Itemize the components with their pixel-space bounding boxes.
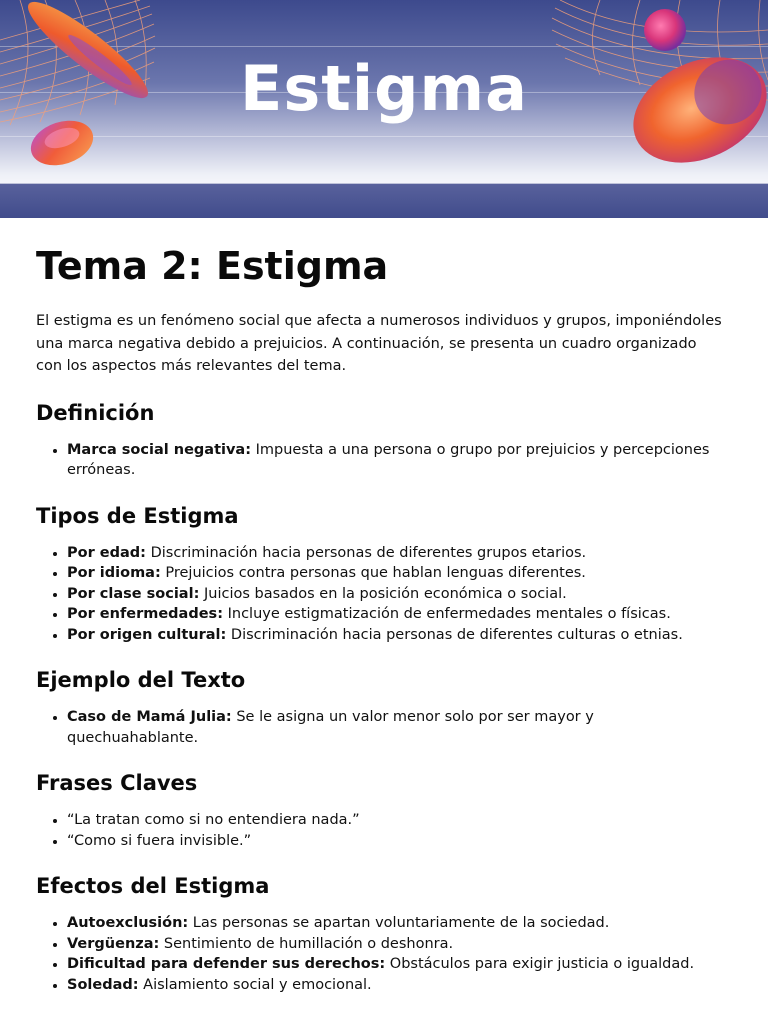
list-item-text: Impuesta a una persona o grupo por prejuicios y percepciones erróneas. bbox=[67, 441, 710, 478]
frases-list bbox=[36, 810, 726, 851]
sphere-right bbox=[644, 9, 686, 51]
list-item-text: “Como si fuera invisible.” bbox=[67, 832, 252, 849]
section-heading-ejemplo: Ejemplo del Texto bbox=[36, 668, 246, 692]
section-heading-efectos: Efectos del Estigma bbox=[36, 874, 270, 898]
list-item-text: Las personas se apartan voluntariamente de la sociedad. bbox=[188, 915, 610, 931]
list-item-term: Por enfermedades: bbox=[67, 606, 223, 622]
list-item-term: Dificultad para defender sus derechos: bbox=[67, 956, 386, 972]
intro-paragraph: El estigma es un fenómeno social que afecta a numerosos individuos y grupos, imponiéndoles una marca negativa debido a prejuicios. A continuación, se presenta un cuadro organizado con los aspectos más relevantes del tema. bbox=[36, 313, 722, 374]
definicion-list bbox=[36, 440, 726, 481]
list-item bbox=[67, 913, 726, 934]
banner-title: Estigma bbox=[240, 52, 528, 125]
list-item-text: Discriminación hacia personas de diferentes culturas o etnias. bbox=[226, 626, 683, 643]
header-banner bbox=[0, 0, 768, 218]
list-item bbox=[67, 563, 726, 584]
list-item-text: Discriminación hacia personas de diferentes grupos etarios. bbox=[145, 544, 587, 561]
list-item-term: Por edad: bbox=[67, 544, 146, 561]
list-item-text: Juicios basados en la posición económica o social. bbox=[199, 585, 567, 602]
list-item-text: Incluye estigmatización de enfermedades mentales o físicas. bbox=[223, 606, 671, 622]
list-item-term: Vergüenza: bbox=[67, 935, 160, 952]
list-item bbox=[67, 810, 726, 831]
list-item bbox=[67, 543, 726, 564]
list-item bbox=[67, 584, 726, 605]
list-item-term: Por clase social: bbox=[67, 585, 200, 602]
list-item-text: Sentimiento de humillación o deshonra. bbox=[159, 935, 454, 952]
tipos-list bbox=[36, 543, 726, 646]
section-heading-frases: Frases Claves bbox=[36, 771, 198, 795]
section-heading-tipos: Tipos de Estigma bbox=[36, 503, 239, 528]
list-item-term: Soledad: bbox=[67, 976, 139, 993]
list-item-text: Se le asigna un valor menor solo por ser mayor y quechuahablante. bbox=[67, 709, 594, 746]
section-heading-definicion: Definición bbox=[36, 400, 155, 425]
list-item bbox=[67, 954, 726, 975]
list-item bbox=[67, 975, 726, 996]
list-item-text: Prejuicios contra personas que hablan lenguas diferentes. bbox=[160, 565, 586, 581]
list-item-term: Marca social negativa: bbox=[67, 441, 252, 458]
list-item bbox=[67, 625, 726, 646]
list-item-term: Autoexclusión: bbox=[67, 915, 189, 931]
list-item bbox=[67, 707, 726, 748]
document-body bbox=[36, 240, 726, 995]
list-item-term: Por idioma: bbox=[67, 565, 161, 581]
list-item bbox=[67, 604, 726, 625]
list-item-text: Aislamiento social y emocional. bbox=[138, 976, 372, 993]
ejemplo-list bbox=[36, 707, 726, 748]
efectos-list bbox=[36, 913, 726, 995]
list-item-term: Por origen cultural: bbox=[67, 626, 227, 643]
list-item-text: Obstáculos para exigir justicia o igualdad. bbox=[385, 956, 695, 972]
page-title: Tema 2: Estigma bbox=[36, 244, 389, 288]
list-item bbox=[67, 440, 726, 481]
list-item-text: “La tratan como si no entendiera nada.” bbox=[67, 812, 360, 828]
list-item bbox=[67, 934, 726, 955]
list-item-term: Caso de Mamá Julia: bbox=[67, 709, 232, 725]
list-item bbox=[67, 831, 726, 852]
